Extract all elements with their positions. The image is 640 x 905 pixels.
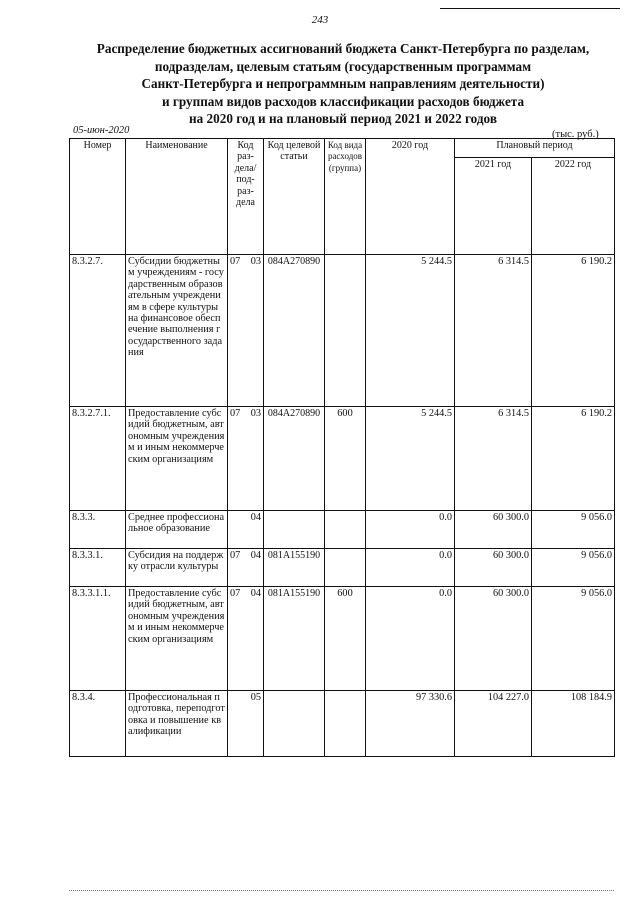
podrazdel-code: 03 [250,256,261,267]
row-article-code: 081A155190 [264,549,325,587]
row-section-code [228,691,264,757]
razdel-code: 07 [230,408,241,419]
header-year-2020: 2020 год [366,139,455,255]
header-planned-period: Плановый период [455,139,615,158]
row-section-code [228,587,264,691]
row-name: Среднее профессиональное образование [126,511,228,549]
row-amount-2022: 9 056.0 [532,587,615,691]
header-article-code: Код целевой статьи [264,139,325,255]
row-amount-2021: 60 300.0 [455,511,532,549]
row-name: Субсидия на поддержку отрасли культуры [126,549,228,587]
podrazdel-code: 03 [250,408,261,419]
header-row [70,139,615,158]
row-number: 8.3.2.7.1. [70,407,126,511]
row-amount-2022: 6 190.2 [532,255,615,407]
page-number: 243 [311,14,329,26]
row-article-code [264,691,325,757]
row-amount-2021: 60 300.0 [455,587,532,691]
table-row [70,255,615,407]
row-group-code [325,691,366,757]
title-line: на 2020 год и на плановый период 2021 и 2022 годов [189,111,497,126]
row-amount-2020: 5 244.5 [366,255,455,407]
row-amount-2022: 6 190.2 [532,407,615,511]
header-name: Наименование [126,139,228,255]
row-amount-2021: 104 227.0 [455,691,532,757]
row-name: Предоставление субсидий бюджетным, автономным учреждениям и иным некоммерческим организациям [126,587,228,691]
row-name: Профессиональная подготовка, переподготовка и повышение квалификации [126,691,228,757]
podrazdel-code: 05 [250,692,261,703]
title-line: и группам видов расходов классификации расходов бюджета [161,93,525,109]
row-number: 8.3.3. [70,511,126,549]
row-amount-2020: 97 330.6 [366,691,455,757]
title-line: подразделам, целевым статьям (государственным программам [154,58,532,74]
row-name: Предоставление субсидий бюджетным, автономным учреждениям и иным некоммерческим организациям [126,407,228,511]
row-amount-2020: 0.0 [366,549,455,587]
razdel-code: 07 [230,256,241,267]
row-article-code: 081A155190 [264,587,325,691]
row-amount-2021: 6 314.5 [455,407,532,511]
table-row [70,407,615,511]
table-row [70,549,615,587]
row-group-code [325,511,366,549]
header-year-2021: 2021 год [455,158,532,255]
row-article-code: 084A270890 [264,255,325,407]
row-group-code: 600 [325,407,366,511]
header-number: Номер [70,139,126,255]
row-article-code: 084A270890 [264,407,325,511]
header-section-code: Код раз-дела/ под-раз-дела [228,139,264,255]
row-article-code [264,511,325,549]
podrazdel-code: 04 [250,588,261,599]
row-number: 8.3.2.7. [70,255,126,407]
row-amount-2022: 9 056.0 [532,511,615,549]
row-group-code: 600 [325,587,366,691]
budget-table [69,138,615,757]
table-row [70,511,615,549]
document-title [88,40,598,128]
row-amount-2021: 60 300.0 [455,549,532,587]
razdel-code: 07 [230,588,241,599]
row-section-code [228,255,264,407]
top-rule [440,8,620,9]
units-label: (тыс. руб.) [552,129,599,140]
row-section-code [228,407,264,511]
header-year-2022: 2022 год [532,158,615,255]
table-row [70,587,615,691]
row-number: 8.3.3.1.1. [70,587,126,691]
row-group-code [325,255,366,407]
row-group-code [325,549,366,587]
row-amount-2020: 0.0 [366,511,455,549]
row-amount-2021: 6 314.5 [455,255,532,407]
bottom-rule [69,890,614,891]
document-date: 05-июн-2020 [73,125,130,136]
razdel-code: 07 [230,550,241,561]
title-line: Распределение бюджетных ассигнований бюджета Санкт-Петербурга по разделам, [96,41,590,56]
podrazdel-code: 04 [250,550,261,561]
header-group-code: Код вида расходов (группа) [325,139,366,255]
row-number: 8.3.3.1. [70,549,126,587]
row-amount-2022: 108 184.9 [532,691,615,757]
row-number: 8.3.4. [70,691,126,757]
row-section-code [228,549,264,587]
row-name: Субсидии бюджетным учреждениям - государственным образовательным учреждениям в сфере культуры на финансовое обеспечение выполнения государственного задания [126,255,228,407]
table-row [70,691,615,757]
row-section-code [228,511,264,549]
row-amount-2022: 9 056.0 [532,549,615,587]
row-amount-2020: 0.0 [366,587,455,691]
row-amount-2020: 5 244.5 [366,407,455,511]
title-line: Санкт-Петербурга и непрограммным направлениям деятельности) [141,76,545,91]
podrazdel-code: 04 [250,512,261,523]
